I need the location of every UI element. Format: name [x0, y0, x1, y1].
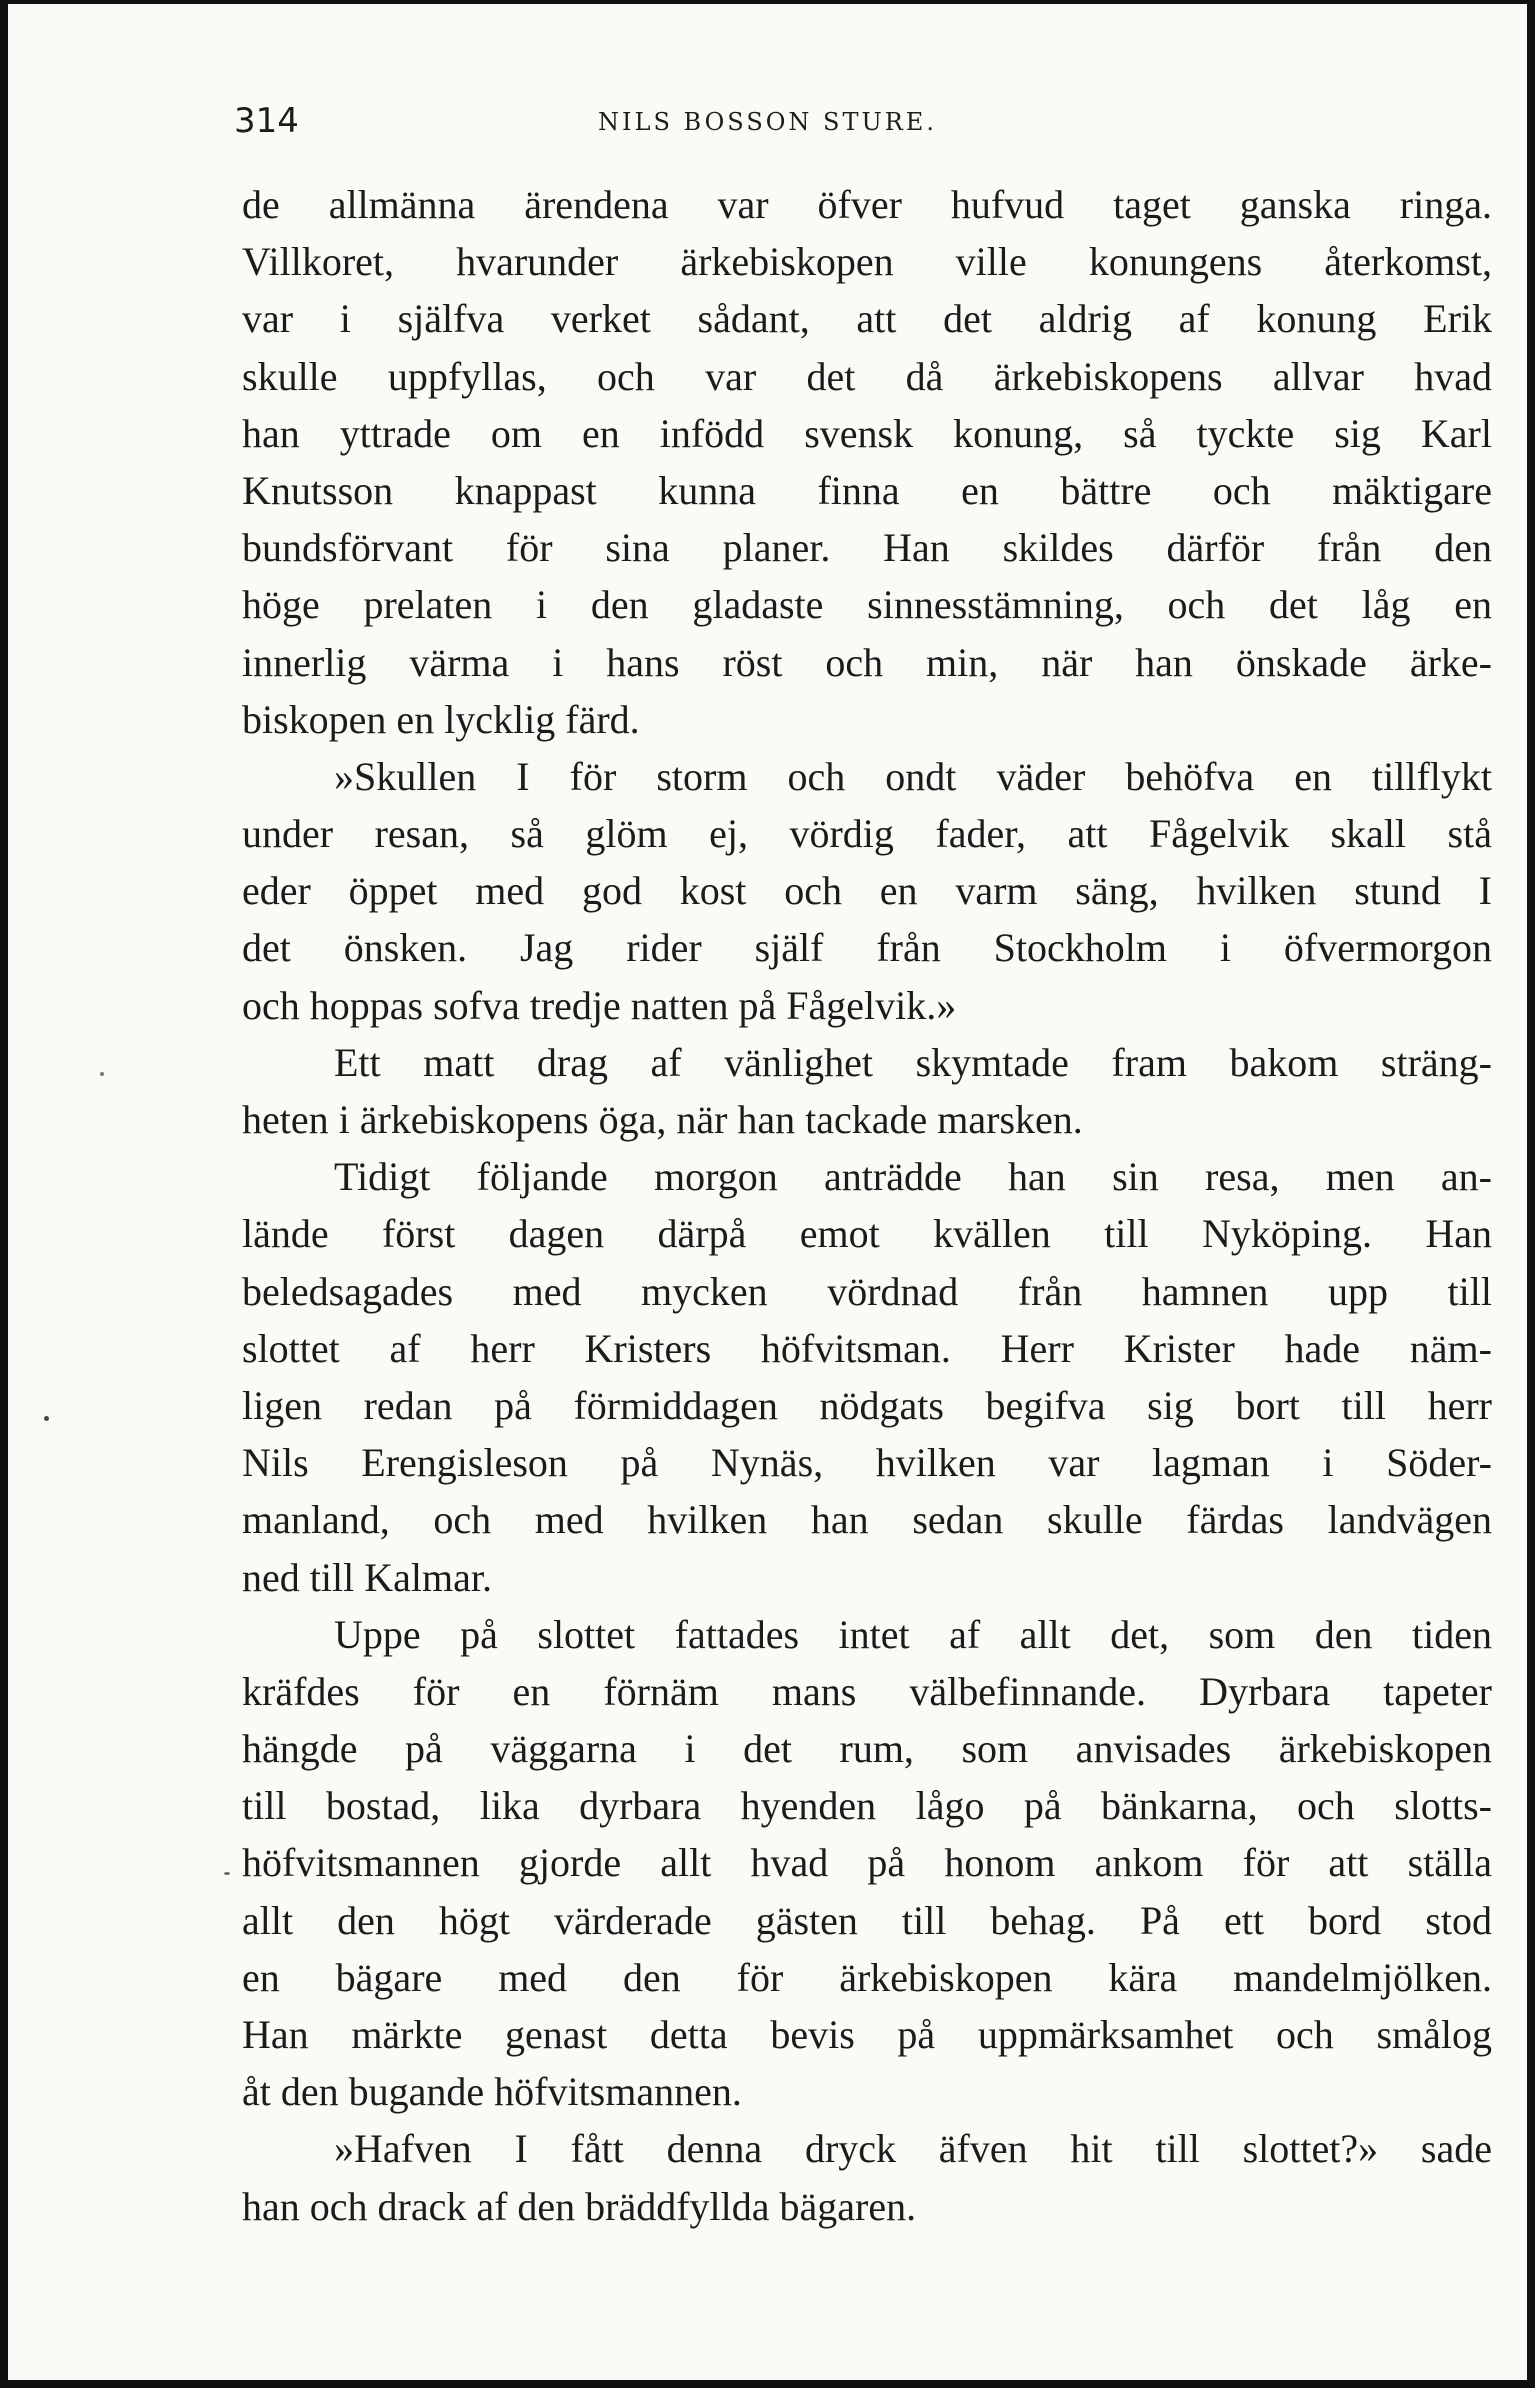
text-line: var i själfva verket sådant, att det aldrig af konung Erik	[242, 296, 1492, 342]
running-head	[8, 96, 1527, 146]
text-line: en bägare med den för ärkebiskopen kära mandelmjölken.	[242, 1954, 1492, 2000]
book-page	[8, 4, 1527, 2380]
text-line: de allmänna ärendena var öfver hufvud taget ganska ringa.	[242, 182, 1492, 227]
text-line: »Skullen I för storm och ondt väder behöfva en tillflykt	[334, 753, 1492, 799]
scan-speck	[100, 1072, 104, 1076]
text-line: det önsken. Jag rider själf från Stockholm i öfvermorgon	[242, 925, 1492, 971]
text-line: ligen redan på förmiddagen nödgats begifva sig bort till herr	[242, 1382, 1492, 1428]
text-line: heten i ärkebiskopens öga, när han tackade marsken.	[242, 1097, 1083, 1142]
text-line: Nils Erengisleson på Nynäs, hvilken var lagman i Söder-	[242, 1440, 1492, 1486]
text-line: kräfdes för en förnäm mans välbefinnande. Dyrbara tapeter	[242, 1668, 1492, 1714]
text-line: manland, och med hvilken han sedan skulle färdas landvägen	[242, 1497, 1492, 1543]
text-line: höfvitsmannen gjorde allt hvad på honom ankom för att ställa	[242, 1840, 1492, 1886]
text-line: under resan, så glöm ej, vördig fader, att Fågelvik skall stå	[242, 811, 1492, 857]
text-line: slottet af herr Kristers höfvitsman. Herr Krister hade näm-	[242, 1325, 1492, 1371]
text-line: Ett matt drag af vänlighet skymtade fram bakom sträng-	[334, 1039, 1492, 1085]
text-line: bundsförvant för sina planer. Han skildes därför från den	[242, 525, 1492, 571]
text-line: åt den bugande höfvitsmannen.	[242, 2069, 742, 2115]
text-line: Knutsson knappast kunna finna en bättre och mäktigare	[242, 467, 1492, 513]
text-line: ned till Kalmar.	[242, 1554, 492, 1600]
body-text	[242, 176, 1492, 2235]
scan-speck	[224, 1872, 230, 1875]
text-line: Villkoret, hvarunder ärkebiskopen ville konungens återkomst,	[242, 239, 1492, 285]
text-line: han och drack af den bräddfyllda bägaren.	[242, 2183, 917, 2229]
text-line: lände först dagen därpå emot kvällen till Nyköping. Han	[242, 1211, 1492, 1257]
text-line: höge prelaten i den gladaste sinnesstämning, och det låg en	[242, 582, 1492, 628]
text-line: eder öppet med god kost och en varm säng, hvilken stund I	[242, 868, 1492, 914]
text-line: biskopen en lycklig färd.	[242, 696, 640, 742]
text-line: »Hafven I fått denna dryck äfven hit till slottet?» sade	[334, 2126, 1492, 2172]
running-title: NILS BOSSON STURE.	[598, 108, 937, 136]
text-line: innerlig värma i hans röst och min, när han önskade ärke-	[242, 639, 1492, 685]
text-line: Han märkte genast detta bevis på uppmärksamhet och smålog	[242, 2012, 1492, 2057]
text-line: skulle uppfyllas, och var det då ärkebiskopens allvar hvad	[242, 353, 1492, 399]
text-line: han yttrade om en infödd svensk konung, så tyckte sig Karl	[242, 410, 1492, 456]
page-number: 314	[234, 101, 299, 141]
text-line: och hoppas sofva tredje natten på Fågelvik.»	[242, 982, 957, 1028]
text-line: hängde på väggarna i det rum, som anvisades ärkebiskopen	[242, 1726, 1492, 1772]
text-line: till bostad, lika dyrbara hyenden lågo på bänkarna, och slotts-	[242, 1783, 1492, 1829]
scan-speck	[44, 1416, 49, 1421]
text-line: allt den högt värderade gästen till behag. På ett bord stod	[242, 1897, 1492, 1943]
text-line: beledsagades med mycken vördnad från hamnen upp till	[242, 1268, 1492, 1314]
text-line: Uppe på slottet fattades intet af allt det, som den tiden	[334, 1611, 1492, 1657]
text-line: Tidigt följande morgon anträdde han sin resa, men an-	[334, 1154, 1492, 1200]
